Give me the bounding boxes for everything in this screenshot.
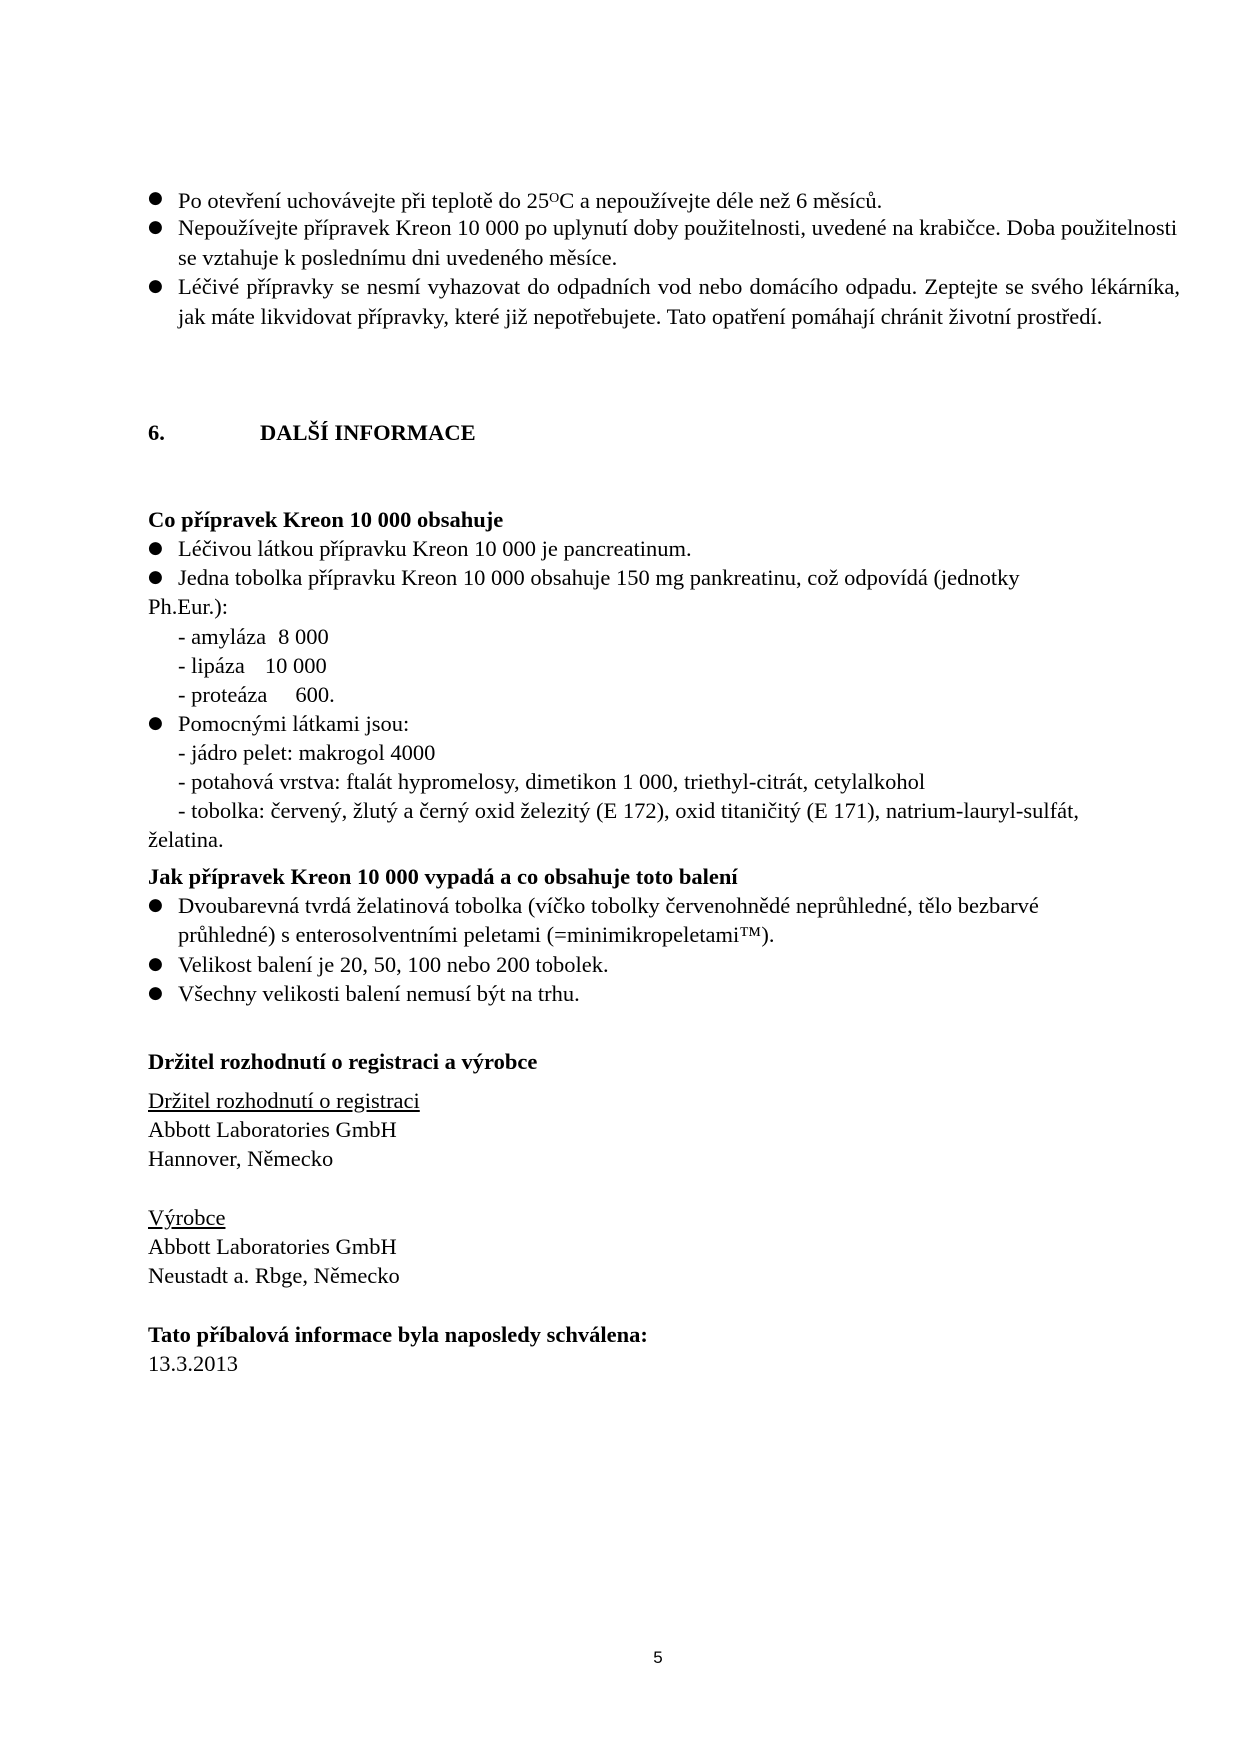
approval-date: 13.3.2013 [148,1351,238,1376]
appearance-bullet-2 [148,950,1180,980]
holder-heading: Držitel rozhodnutí o registraci a výrobce [148,1049,538,1074]
holder-address: Hannover, Německo [148,1146,334,1171]
appearance-bullet-1-continuation: průhledné) s enterosolventními peletami (=minimikropeletami™). [178,922,775,947]
enzyme-value: 8 000 [278,624,329,649]
enzyme-amylase [178,622,329,652]
appearance-bullet-3-text: Všechny velikosti balení nemusí být na trhu. [178,981,580,1006]
appearance-bullet-1 [148,891,1180,921]
storage-bullet-3-text: Léčivé přípravky se nesmí vyhazovat do odpadních vod nebo domácího odpadu. Zeptejte se svého lékárníka, jak máte likvidovat přípravky, které již nepotřebujete. Tato opatření pomáhají chránit životní prostředí. [178,274,1180,329]
appearance-bullet-2-text: Velikost balení je 20, 50, 100 nebo 200 tobolek. [178,952,609,977]
contents-bullet-1 [148,534,1180,564]
contents-bullet-1-text: Léčivou látkou přípravku Kreon 10 000 je pancreatinum. [178,536,692,561]
enzyme-protease [178,680,335,710]
storage-bullet-1-text: Po otevření uchovávejte při teplotě do 25 [178,188,550,213]
manufacturer-label: Výrobce [148,1205,226,1230]
section-title: DALŠÍ INFORMACE [260,420,476,445]
contents-bullet-3-text: Pomocnými látkami jsou: [178,711,410,736]
contents-bullet-2 [148,563,1180,593]
holder-label: Držitel rozhodnutí o registraci [148,1088,420,1113]
bullet-icon: ● [148,954,163,974]
bullet-icon: ● [148,713,163,733]
enzyme-name: - amyláza [178,624,267,649]
enzyme-lipase [178,651,327,681]
contents-bullet-2-text: Jedna tobolka přípravku Kreon 10 000 obsahuje 150 mg pankreatinu, což odpovídá (jednotky [178,565,1020,590]
enzyme-value: 600. [295,682,335,707]
holder-name: Abbott Laboratories GmbH [148,1117,397,1142]
storage-bullet-3 [148,272,1180,331]
excipient-coating: - potahová vrstva: ftalát hypromelosy, dimetikon 1 000, triethyl-citrát, cetylalkohol [178,769,926,794]
bullet-icon: ● [148,538,163,558]
degree-sup: O [549,191,560,206]
storage-bullet-1-text-end: C a nepoužívejte déle než 6 měsíců. [559,188,883,213]
appearance-heading: Jak přípravek Kreon 10 000 vypadá a co obsahuje toto balení [148,864,738,889]
storage-bullet-2-text: Nepoužívejte přípravek Kreon 10 000 po uplynutí doby použitelnosti, uvedené na krabičce. Doba použitelnosti se vztahuje k poslednímu dni uvedeného měsíce. [178,215,1178,270]
contents-bullet-3 [148,709,1180,739]
enzyme-name: - proteáza [178,682,268,707]
contents-heading: Co přípravek Kreon 10 000 obsahuje [148,507,504,532]
bullet-icon: ● [148,188,163,208]
enzyme-value: 10 000 [264,653,327,678]
bullet-icon: ● [148,983,163,1003]
section-number: 6. [148,420,165,445]
storage-bullet-1 [148,184,1180,216]
bullet-icon: ● [148,567,163,587]
bullet-icon: ● [148,895,163,915]
storage-bullet-2 [148,213,1180,272]
enzyme-name: - lipáza [178,653,245,678]
bullet-icon: ● [148,276,163,296]
contents-bullet-2-continuation: Ph.Eur.): [148,594,229,619]
bullet-icon: ● [148,217,163,237]
appearance-bullet-1-text: Dvoubarevná tvrdá želatinová tobolka (víčko tobolky červenohnědé neprůhledné, tělo bezbarvé [178,893,1039,918]
manufacturer-address: Neustadt a. Rbge, Německo [148,1263,400,1288]
excipient-capsule-continuation: želatina. [148,827,224,852]
page-number: 5 [653,1648,663,1667]
excipient-capsule: - tobolka: červený, žlutý a černý oxid železitý (E 172), oxid titaničitý (E 171), natrium-lauryl-sulfát, [178,798,1079,823]
manufacturer-name: Abbott Laboratories GmbH [148,1234,397,1259]
excipient-core: - jádro pelet: makrogol 4000 [178,740,436,765]
appearance-bullet-3 [148,979,1180,1009]
approval-heading: Tato příbalová informace byla naposledy schválena: [148,1322,648,1347]
